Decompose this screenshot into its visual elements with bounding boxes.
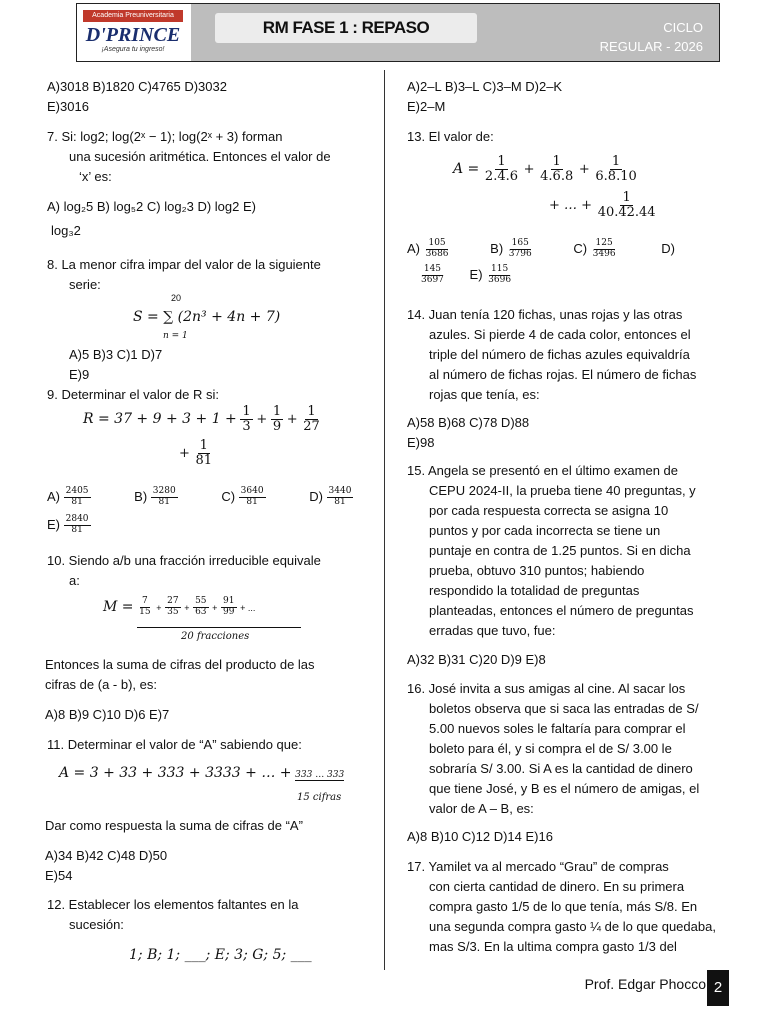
q15-line9: erradas que tuvo, fue: <box>429 623 556 638</box>
q13-option-e: $\frac{115}{3696}$ <box>488 264 512 285</box>
teacher-name: Prof. Edgar Phocco <box>584 976 706 992</box>
q17-line5: mas S/3. En la ultima compra gasto 1/3 del <box>429 939 677 954</box>
q13-formula-cont: + … + $\frac{1}{40.42.44}$ <box>549 190 656 221</box>
q10-line2: a: <box>69 573 80 588</box>
q17-line4: una segunda compra gasto ¼ de lo que quedaba, <box>429 919 716 934</box>
page-title: RM FASE 1 : REPASO <box>215 13 477 43</box>
q9-formula: R = 37 + 9 + 3 + 1 + $\frac{1}{3}$ + $\frac{1}{9}$ + $\frac{1}{27}$ <box>83 404 320 435</box>
q7-line1: 7. Si: log2; log(2ˣ − 1); log(2ˣ + 3) forman <box>47 129 283 144</box>
q10-options: A)8 B)9 C)10 D)6 E)7 <box>45 707 170 722</box>
q16-line1: 16. José invita a sus amigas al cine. Al sacar los <box>407 681 686 696</box>
q17-line1: 17. Yamilet va al mercado “Grau” de compras <box>407 859 669 874</box>
header-band <box>191 4 719 61</box>
q13-options-2: $\frac{145}{3697}$ E) $\frac{115}{3696}$ <box>421 264 512 285</box>
q15-line8: planteadas, entonces el número de preguntas <box>429 603 694 618</box>
q10-count: 20 fracciones <box>181 631 250 642</box>
q11-line2: Dar como respuesta la suma de cifras de “A” <box>45 818 303 833</box>
q8-sum-lower: n = 1 <box>163 331 188 341</box>
q16-line2: boletos observa que si saca las entradas de S/ <box>429 701 699 716</box>
q12-line2: sucesión: <box>69 917 124 932</box>
q10-formula: M = $\frac{7}{15}$ + $\frac{27}{35}$ + $\frac{55}{63}$ + $\frac{91}{99}$ + ... <box>103 596 256 617</box>
cycle-label <box>600 18 703 56</box>
q16-line3: 5.00 nuevos soles le faltaría para comprar el <box>429 721 686 736</box>
q10-line1: 10. Siendo a/b una fracción irreducible equivale <box>47 553 321 568</box>
academy-logo <box>77 4 192 61</box>
cycle-text: CICLO <box>663 20 703 35</box>
q15-line6: prueba, obtuvo 310 puntos; habiendo <box>429 563 645 578</box>
q11-option-e: E)54 <box>45 868 73 883</box>
q7-line2: una sucesión aritmética. Entonces el valor de <box>69 149 331 164</box>
q11-options: A)34 B)42 C)48 D)50 <box>45 848 168 863</box>
q15-line4: puntos y por cada incorrecta se tiene un <box>429 523 661 538</box>
q6-option-e: E)3016 <box>47 99 89 114</box>
q9-option-d: $\frac{3440}{81}$ <box>328 486 352 507</box>
q13-option-d: $\frac{145}{3697}$ <box>421 264 444 285</box>
q9-formula-text: R = 37 + 9 + 3 + 1 + <box>83 411 237 428</box>
q14-line3: triple del número de fichas azules equivaldría <box>429 347 690 362</box>
q7-options: A) log₂5 B) log₅2 C) log₂3 D) log2 E) <box>47 199 256 214</box>
q14-line1: 14. Juan tenía 120 fichas, unas rojas y las otras <box>407 307 683 322</box>
q8-formula: S = ∑ (2n³ + 4n + 7) <box>133 309 281 325</box>
q14-line2: azules. Si pierde 4 de cada color, entonces el <box>429 327 691 342</box>
q15-line1: 15. Angela se presentó en el último examen de <box>407 463 679 478</box>
q8-options: A)5 B)3 C)1 D)7 <box>69 347 163 362</box>
q13-line1: 13. El valor de: <box>407 129 494 144</box>
q16-options: A)8 B)10 C)12 D)14 E)16 <box>407 829 553 844</box>
q8-option-e: E)9 <box>69 367 90 382</box>
column-divider <box>384 70 385 970</box>
q10-brace <box>137 627 301 628</box>
q13-options: A) $\frac{105}{3686}$ B) $\frac{165}{3796}$ C) $\frac{125}{3496}$ D) <box>407 238 675 259</box>
q9-line1: 9. Determinar el valor de R si: <box>47 387 219 402</box>
q16-line7: valor de A – B, es: <box>429 801 534 816</box>
q10-line4: cifras de (a - b), es: <box>45 677 157 692</box>
q11-line1: 11. Determinar el valor de “A” sabiendo que: <box>47 737 302 752</box>
q14-line5: rojas que tenía, es: <box>429 387 540 402</box>
page-header <box>76 3 720 62</box>
q15-line2: CEPU 2024-II, la prueba tiene 40 preguntas, y <box>429 483 696 498</box>
q9-formula-cont: + $\frac{1}{81}$ <box>179 438 213 469</box>
q11-count: 15 cifras <box>297 792 342 803</box>
q9-fraction: $\frac{1}{81}$ <box>195 438 213 469</box>
q9-fraction: $\frac{1}{27}$ <box>303 404 320 435</box>
q16-line4: boleto para él, y si compra el de S/ 3.00 le <box>429 741 672 756</box>
page-number: 2 <box>707 970 729 1006</box>
logo-name: D'PRINCE <box>85 24 181 46</box>
q12-option-e: E)2–M <box>407 99 446 114</box>
q7-line3: ‘x’ es: <box>79 169 112 184</box>
logo-slogan: ¡Asegura tu ingreso! <box>101 46 165 53</box>
q9-option-a: $\frac{2405}{81}$ <box>65 486 89 507</box>
q7-option-e: log₃2 <box>51 223 81 238</box>
q15-line5: puntaje en contra de 1.25 puntos. Si en dicha <box>429 543 691 558</box>
q9-fraction: $\frac{1}{9}$ <box>272 404 282 435</box>
q13-formula: A = $\frac{1}{2.4.6}$ + $\frac{1}{4.6.8}$ + $\frac{1}{6.8.10}$ <box>453 154 637 185</box>
q8-sum-upper: 20 <box>171 293 182 303</box>
q16-line5: sobraría S/ 3.00. Si A es la cantidad de dinero <box>429 761 693 776</box>
q14-options: A)58 B)68 C)78 D)88 <box>407 415 530 430</box>
q9-option-b: $\frac{3280}{81}$ <box>152 486 176 507</box>
regular-text: REGULAR - 2026 <box>599 39 703 54</box>
q8-line1: 8. La menor cifra impar del valor de la siguiente <box>47 257 321 272</box>
q9-option-e: $\frac{2840}{81}$ <box>65 514 89 535</box>
q12-options: A)2–L B)3–L C)3–M D)2–K <box>407 79 563 94</box>
q9-option-e-line: E) $\frac{2840}{81}$ <box>47 514 89 535</box>
q9-option-c: $\frac{3640}{81}$ <box>240 486 264 507</box>
q17-line2: con cierta cantidad de dinero. En su primera <box>429 879 685 894</box>
q8-line2: serie: <box>69 277 101 292</box>
q9-options: A) $\frac{2405}{81}$ B) $\frac{3280}{81}$ C) $\frac{3640}{81}$ D) $\frac{3440}{81}$ <box>47 486 352 507</box>
q15-line7: respondido la totalidad de preguntas <box>429 583 640 598</box>
q14-line4: al número de fichas rojas. El número de fichas <box>429 367 697 382</box>
q15-line3: por cada respuesta correcta se asigna 10 <box>429 503 669 518</box>
q9-fraction: $\frac{1}{3}$ <box>242 404 251 435</box>
q6-options: A)3018 B)1820 C)4765 D)3032 <box>47 79 227 94</box>
q14-option-e: E)98 <box>407 435 435 450</box>
logo-top-text: Academia Preuniversitaria <box>83 10 183 22</box>
q12-line1: 12. Establecer los elementos faltantes en la <box>47 897 299 912</box>
q12-sequence: 1; B; 1; ___; E; 3; G; 5; ___ <box>129 947 312 963</box>
q15-options: A)32 B)31 C)20 D)9 E)8 <box>407 652 546 667</box>
q10-line3: Entonces la suma de cifras del producto de las <box>45 657 315 672</box>
q17-line3: compra gasto 1/5 de lo que tenía, más S/8. En <box>429 899 698 914</box>
q13-option-a: $\frac{105}{3686}$ <box>425 238 449 259</box>
q16-line6: que tiene José, y B es el número de amigas, el <box>429 781 700 796</box>
q13-option-c: $\frac{125}{3496}$ <box>592 238 616 259</box>
q11-formula: A = 3 + 33 + 333 + 3333 + … + 333 … 333 <box>59 765 345 781</box>
q13-option-b: $\frac{165}{3796}$ <box>508 238 532 259</box>
